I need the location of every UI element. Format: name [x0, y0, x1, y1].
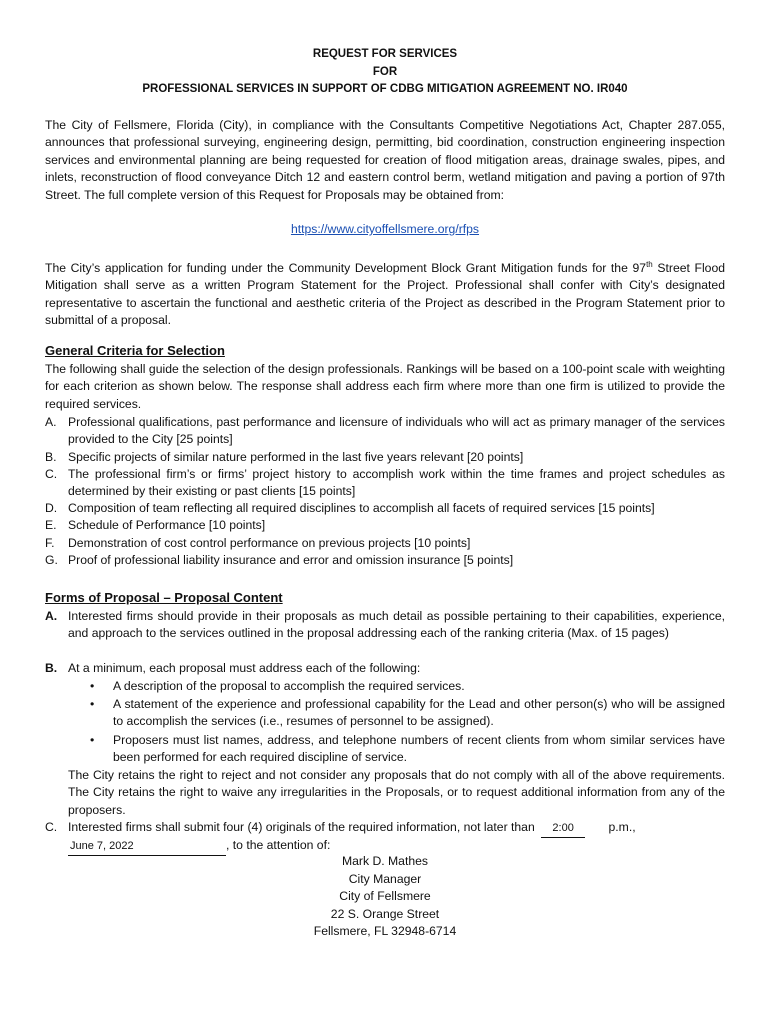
criteria-item: C. The professional firm’s or firms’ project history to accomplish work within the time frames and project schedules as determined by their existing or past clients [15 points]	[45, 467, 725, 499]
intro-paragraph: The City of Fellsmere, Florida (City), in compliance with the Consultants Competitive Negotiations Act, Chapter 287.055, announces that professional surveying, engineering design, permitting, bid coordination, construction engineering inspection services and environmental planning are being requested for creation of flood mitigation areas, drainage swales, pipes, and inlets, reconstruction of flood conveyance Ditch 12 and eastern control berm, wetland mitigation and paving a portion of 97th Street. The full complete version of this Request for Proposals may be obtained from:	[45, 118, 725, 202]
list-item: • A statement of the experience and professional capability for the Lead and other person(s) who will be assigned to accomplish the services (i.e., resumes of personnel to be assigned).	[90, 697, 725, 729]
title-line-3: PROFESSIONAL SERVICES IN SUPPORT OF CDBG MITIGATION AGREEMENT NO. IR040	[142, 83, 628, 95]
list-item: • Proposers must list names, address, and telephone numbers of recent clients from whom similar services have been performed for each required discipline of service.	[90, 733, 725, 765]
criteria-item: B. Specific projects of similar nature performed in the last five years relevant [20 points]	[45, 450, 524, 464]
time-field[interactable]: 2:00	[552, 822, 574, 834]
address-name: Mark D. Mathes	[341, 854, 428, 868]
criteria-item: G. Proof of professional liability insurance and error and omission insurance [5 points]	[45, 553, 514, 567]
criteria-heading: General Criteria for Selection	[45, 343, 225, 358]
list-item: • A description of the proposal to accomplish the required services.	[90, 679, 465, 693]
criteria-item: E. Schedule of Performance [10 points]	[45, 518, 266, 532]
rfps-link[interactable]: https://www.cityoffellsmere.org/rfps	[290, 222, 480, 236]
title-line-1: REQUEST FOR SERVICES	[312, 48, 458, 60]
address-city: City of Fellsmere	[339, 889, 431, 903]
criteria-item: D. Composition of team reflecting all required disciplines to accomplish all facets of required services [15 points]	[45, 501, 655, 515]
address-zip: Fellsmere, FL 32948-6714	[313, 924, 457, 938]
program-statement-paragraph: The City’s application for funding under the Community Development Block Grant Mitigation funds for the 97th Street Flood Mitigation shall serve as a written Program Statement for the Project. Professional shall confer with City’s designated representative to ascertain the functional and aesthetic criteria of the Project as described in the Program Statement prior to submittal of a proposal.	[45, 260, 725, 328]
forms-item-c: C. Interested firms shall submit four (4) originals of the required information, not later than 2:00 p.m.,	[45, 819, 725, 838]
address-street: 22 S. Orange Street	[330, 907, 440, 921]
date-line: June 7, 2022 , to the attention of:	[45, 837, 725, 856]
forms-item-b: B. At a minimum, each proposal must address each of the following:	[45, 661, 421, 675]
criteria-item: F. Demonstration of cost control performance on previous projects [10 points]	[45, 536, 471, 550]
address-title: City Manager	[348, 872, 422, 886]
title-line-2: FOR	[372, 66, 398, 78]
criteria-intro: The following shall guide the selection of the design professionals. Rankings will be based on a 100-point scale with weighting for each criterion as shown below. The response shall address each firm where more than one firm is utilized to provide the required services.	[45, 362, 725, 411]
retain-paragraph: The City retains the right to reject and not consider any proposals that do not comply with all of the above requirements. The City retains the right to waive any irregularities in the Proposals, or to request additional information from any of the proposers.	[68, 768, 725, 817]
date-field[interactable]: June 7, 2022	[70, 840, 134, 852]
forms-heading: Forms of Proposal – Proposal Content	[45, 590, 283, 605]
criteria-item: A. Professional qualifications, past performance and licensure of individuals who will act as primary manager of the services provided to the City [25 points]	[45, 415, 725, 447]
forms-item-a: A. Interested firms should provide in their proposals as much detail as possible pertaining to their capabilities, experience, and approach to the services outlined in the proposal addressing each of the ranking criteria (Max. of 15 pages)	[45, 609, 725, 641]
